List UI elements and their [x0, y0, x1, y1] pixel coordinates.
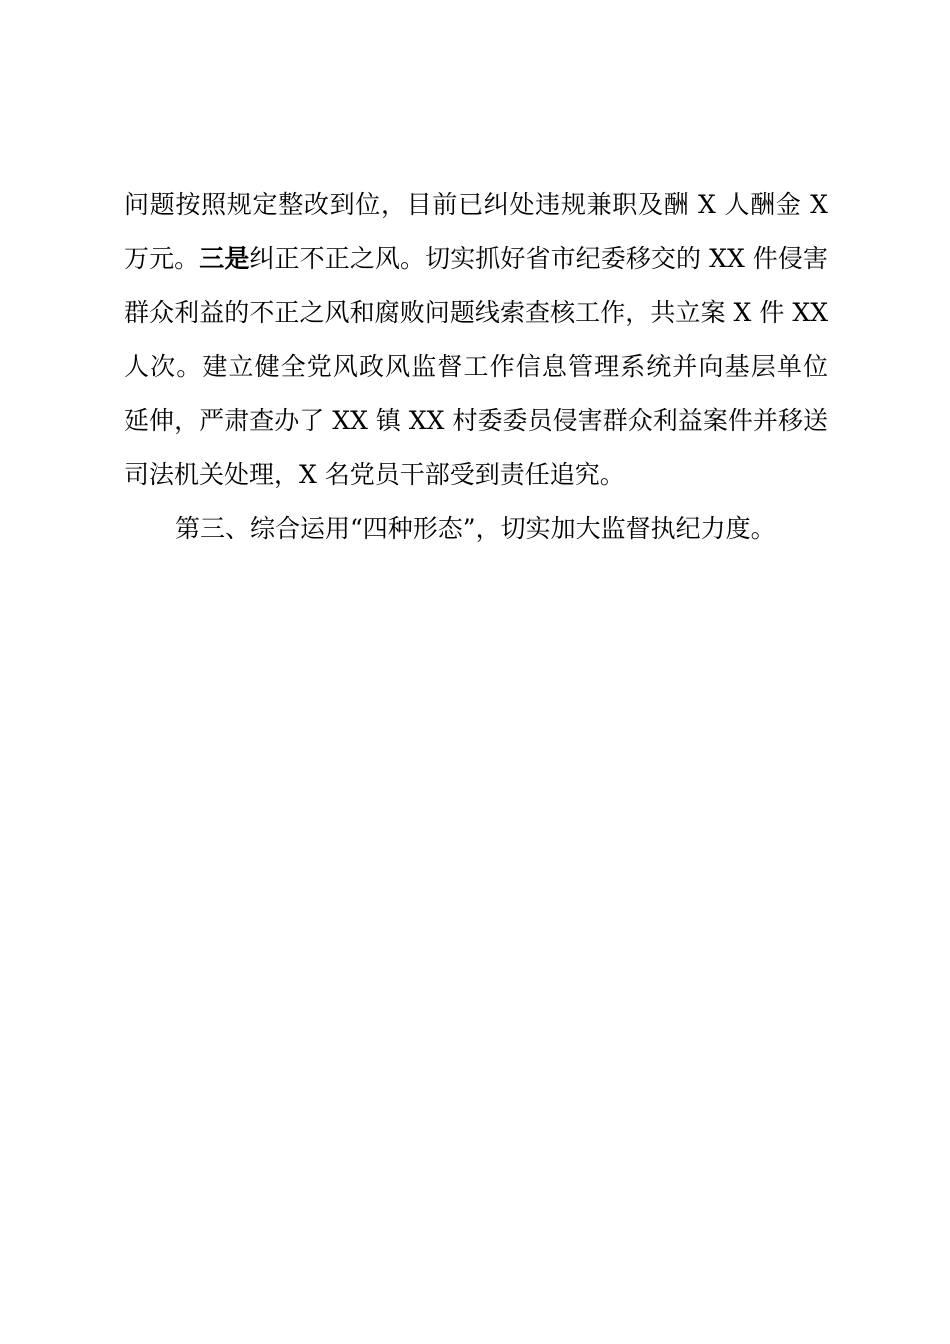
paragraph-line-2: [124, 232, 828, 286]
document-body: [124, 178, 828, 556]
bold-lead-phrase: 三是: [199, 244, 250, 273]
paragraph-line-6: [124, 448, 828, 502]
paragraph-line-1: [124, 178, 828, 232]
line-text: 人次。建立健全党风政风监督工作信息管理系统并向基层单位: [124, 352, 828, 381]
line-text: 司法机关处理，X 名党员干部受到责任追究。: [124, 460, 625, 489]
line-text: 万元。: [124, 244, 200, 273]
paragraph-line-3: [124, 286, 828, 340]
section-heading: [124, 502, 828, 556]
line-text: 群众利益的不正之风和腐败问题线索查核工作，共立案 X 件 XX: [124, 298, 828, 327]
line-text: 延伸，严肃查办了 XX 镇 XX 村委委员侵害群众利益案件并移送: [124, 406, 828, 435]
paragraph-line-5: [124, 394, 828, 448]
line-text: 纠正不正之风。切实抓好省市纪委移交的 XX 件侵害: [249, 244, 828, 273]
line-text: 问题按照规定整改到位，目前已纠处违规兼职及酬 X 人酬金 X: [124, 190, 828, 219]
heading-text: 第三、综合运用“四种形态”，切实加大监督执纪力度。: [175, 514, 776, 543]
paragraph-line-4: [124, 340, 828, 394]
